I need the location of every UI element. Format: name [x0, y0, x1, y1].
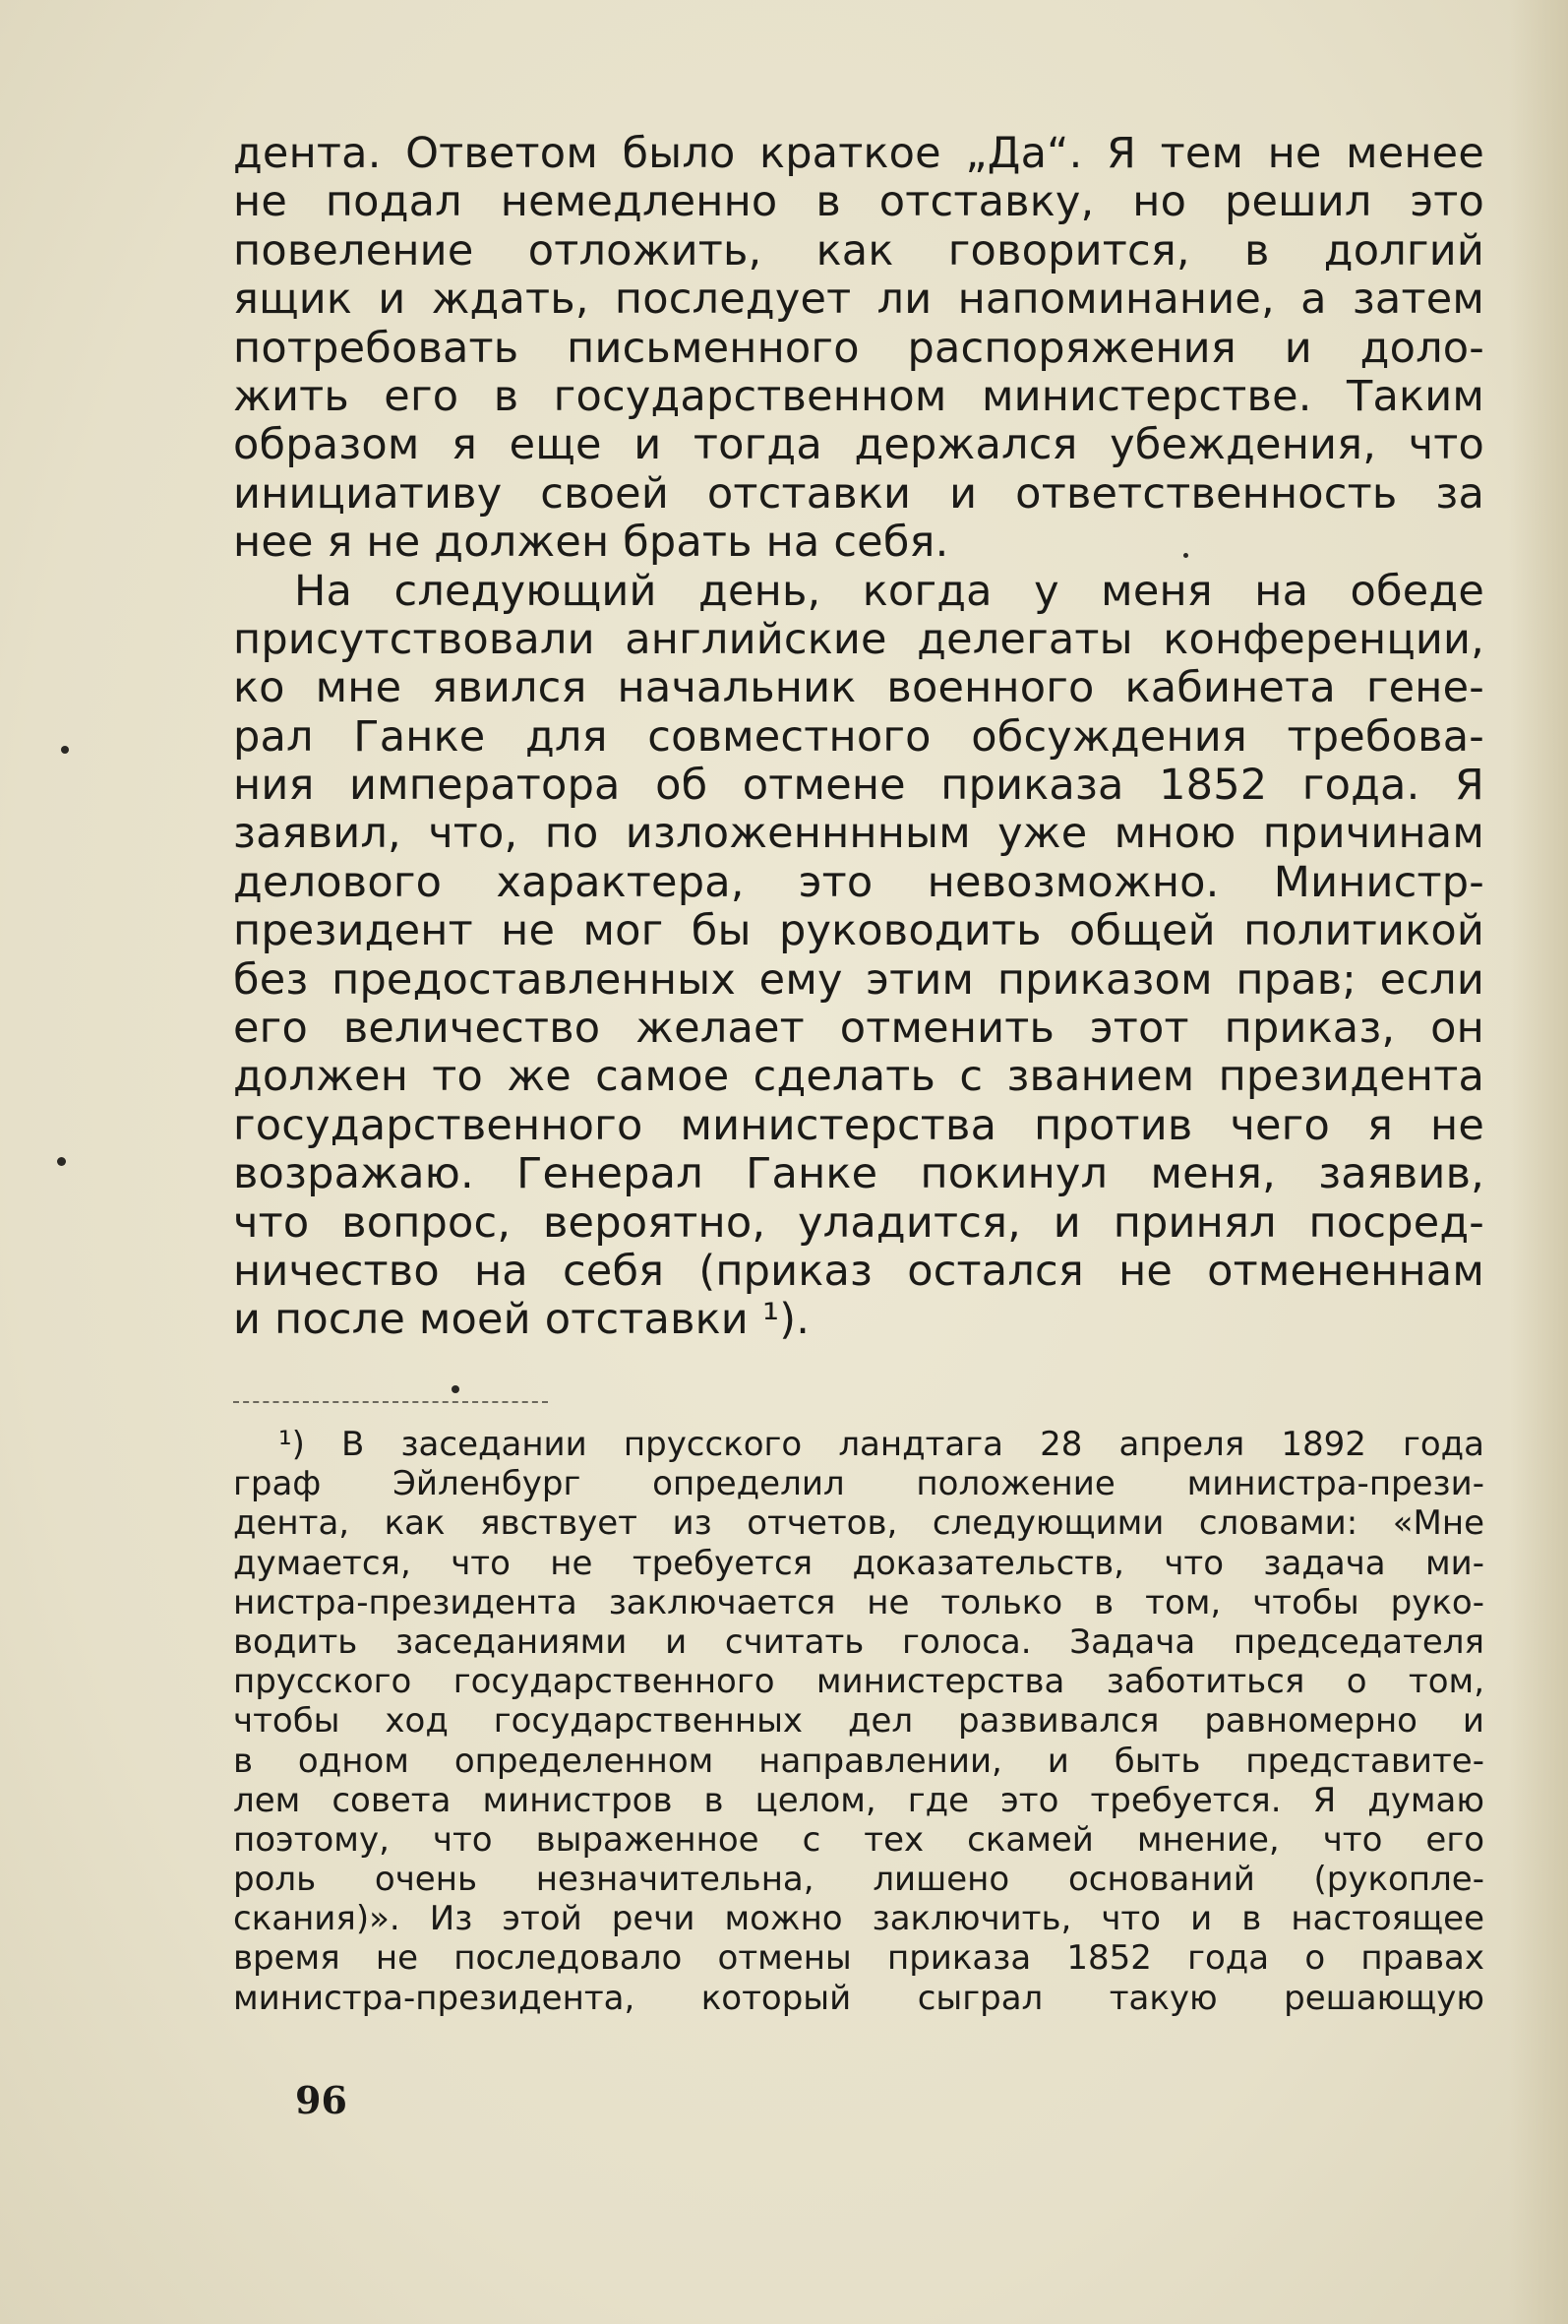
text-line: делового характера, это невозможно. Министр-	[233, 857, 1484, 907]
text-line: присутствовали английские делегаты конференции,	[233, 614, 1484, 664]
text-line: государственного министерства против чего я не	[233, 1100, 1484, 1150]
text-line: рал Ганке для совместного обсуждения требова-	[233, 711, 1484, 762]
text-line: потребовать письменного распоряжения и доло-	[233, 323, 1484, 373]
footnote-line: нистра-президента заключается не только в том, чтобы руко-	[233, 1582, 1484, 1622]
footnote-line: граф Эйленбург определил положение министра-прези-	[233, 1464, 1484, 1504]
text-line: что вопрос, вероятно, уладится, и принял посред-	[233, 1197, 1484, 1248]
paragraph-start-line: На следующий день, когда у меня на обеде	[294, 566, 1484, 616]
footnote-line: лем совета министров в целом, где это требуется. Я думаю	[233, 1780, 1484, 1820]
footnote-line: прусского государственного министерства заботиться о том,	[233, 1662, 1484, 1702]
ink-speck	[1183, 553, 1188, 558]
text-line: жить его в государственном министерстве. Таким	[233, 371, 1484, 421]
text-line: ящик и ждать, последует ли напоминание, а затем	[233, 275, 1484, 325]
ink-speck	[61, 746, 69, 754]
page-number: 96	[295, 2078, 347, 2122]
footnote-line: роль очень незначительна, лишено оснований (рукопле-	[233, 1860, 1484, 1900]
page-edge-shadow	[1509, 0, 1568, 2324]
text-line: ничество на себя (приказ остался не отмененнам	[233, 1246, 1484, 1296]
text-line: дента. Ответом было краткое „Да“. Я тем не менее	[233, 129, 1484, 178]
footnote-line: водить заседаниями и считать голоса. Задача председателя	[233, 1621, 1484, 1662]
footnote-line: дента, как явствует из отчетов, следующими словами: «Мне	[233, 1503, 1484, 1544]
text-line: президент не мог бы руководить общей политикой	[233, 906, 1484, 956]
footnote-line: скания)». Из этой речи можно заключить, что и в настоящее	[233, 1899, 1484, 1939]
footnote-line: время не последовало отмены приказа 1852 года о правах	[233, 1938, 1484, 1979]
footnote-line: министра-президента, который сыграл такую решающую	[233, 1978, 1484, 2018]
footnote-line: чтобы ход государственных дел развивался равномерно и	[233, 1701, 1484, 1742]
text-line: ко мне явился начальник военного кабинета гене-	[233, 663, 1484, 713]
text-line: заявил, что, по изложенннным уже мною причинам	[233, 809, 1484, 859]
text-line: должен то же самое сделать с званием президента	[233, 1052, 1484, 1102]
footnote-line: ¹) В заседании прусского ландтага 28 апреля 1892 года	[278, 1425, 1484, 1464]
footnote-divider	[233, 1401, 548, 1403]
footnote-line: поэтому, что выраженное с тех скамей мнение, что его	[233, 1819, 1484, 1860]
ink-speck	[57, 1157, 66, 1166]
text-line: его величество желает отменить этот приказ, он	[233, 1004, 1484, 1054]
footnote-line: в одном определенном направлении, и быть представите-	[233, 1741, 1484, 1781]
text-line: инициативу своей отставки и ответственность за	[233, 468, 1484, 519]
text-line: не подал немедленно в отставку, но решил это	[233, 177, 1484, 227]
text-line: образом я еще и тогда держался убеждения, что	[233, 420, 1484, 470]
main-text-block	[233, 130, 1484, 1345]
text-line: повеление отложить, как говорится, в долгий	[233, 225, 1484, 275]
ink-speck	[452, 1385, 459, 1393]
footnote-line: думается, что не требуется доказательств, что задача ми-	[233, 1543, 1484, 1583]
text-line: и после моей отставки ¹).	[233, 1295, 811, 1345]
text-line: ния императора об отмене приказа 1852 года. Я	[233, 761, 1484, 811]
footnote-block	[233, 1425, 1484, 2018]
text-line: нее я не должен брать на себя.	[233, 518, 949, 568]
text-line: без предоставленных ему этим приказом прав; если	[233, 954, 1484, 1005]
text-line: возражаю. Генерал Ганке покинул меня, заявив,	[233, 1149, 1484, 1199]
